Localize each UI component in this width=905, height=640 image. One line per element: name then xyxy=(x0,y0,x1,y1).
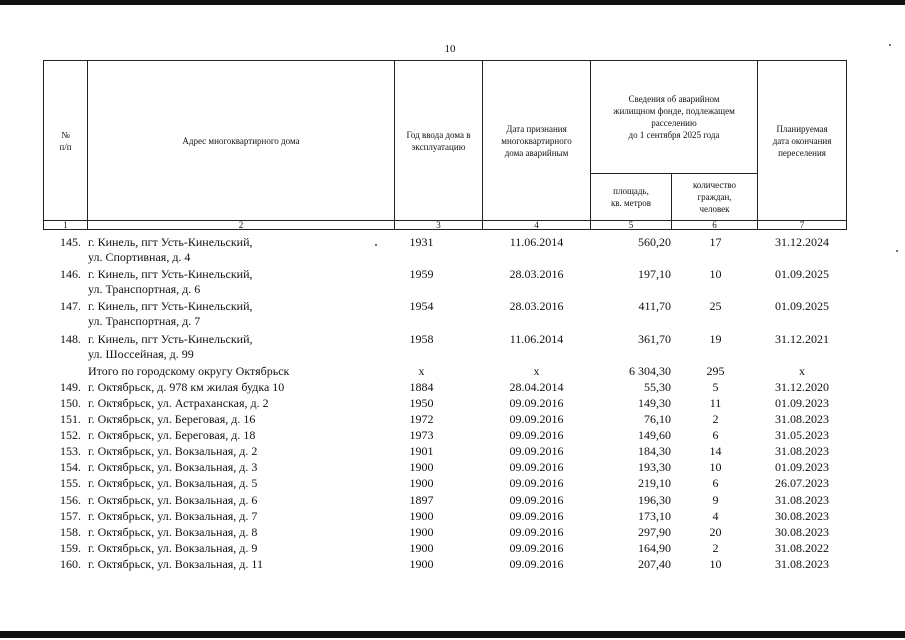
row-date: 09.09.2016 xyxy=(509,444,564,459)
row-number: 152. xyxy=(60,428,81,443)
row-area: 184,30 xyxy=(638,444,671,459)
row-year: 1900 xyxy=(409,508,434,523)
row-date: 28.03.2016 xyxy=(509,267,564,282)
row-number: 157. xyxy=(60,508,81,523)
row-address: г. Октябрьск, д. 978 км жилая будка 10 xyxy=(88,379,285,394)
header-end-date: Планируемая дата окончания переселения xyxy=(758,61,847,221)
col-number: 6 xyxy=(672,221,758,230)
row-date: 09.09.2016 xyxy=(509,540,564,555)
scan-top-border xyxy=(0,0,905,5)
row-people: 2 xyxy=(712,540,719,555)
total-year: x xyxy=(418,363,425,378)
row-area: 196,30 xyxy=(638,492,671,507)
row-end-date: 31.12.2020 xyxy=(775,379,829,394)
table-header xyxy=(43,60,847,230)
table-row xyxy=(43,267,846,299)
row-number: 148. xyxy=(60,331,81,346)
row-area: 219,10 xyxy=(638,476,671,491)
total-date: x xyxy=(533,363,540,378)
row-address: г. Октябрьск, ул. Береговая, д. 18 xyxy=(88,428,256,443)
header-info: Сведения об аварийном жилищном фонде, подлежащем расселению до 1 сентября 2025 года xyxy=(591,61,758,174)
table-row xyxy=(43,235,846,267)
row-date: 28.03.2016 xyxy=(509,299,564,314)
row-year: 1900 xyxy=(409,476,434,491)
row-number: 145. xyxy=(60,235,81,249)
row-year: 1900 xyxy=(409,556,434,571)
row-end-date: 01.09.2023 xyxy=(775,395,829,410)
row-number: 150. xyxy=(60,395,81,410)
row-people: 17 xyxy=(709,235,722,249)
row-address: г. Октябрьск, ул. Вокзальная, д. 8 xyxy=(88,524,258,539)
row-end-date: 31.08.2023 xyxy=(775,444,829,459)
row-end-date: 31.12.2021 xyxy=(775,331,829,346)
row-address: г. Октябрьск, ул. Береговая, д. 16 xyxy=(88,412,256,427)
row-address: г. Октябрьск, ул. Вокзальная, д. 6 xyxy=(88,492,258,507)
row-year: 1972 xyxy=(409,412,434,427)
row-end-date: 31.12.2024 xyxy=(775,235,829,249)
total-end-date: x xyxy=(799,363,805,378)
total-row xyxy=(43,364,846,380)
row-area: 164,90 xyxy=(638,540,671,555)
row-area: 55,30 xyxy=(644,379,671,394)
table-row xyxy=(43,380,846,396)
row-date: 09.09.2016 xyxy=(509,395,564,410)
row-year: 1954 xyxy=(409,299,434,314)
scan-speck xyxy=(896,250,898,252)
row-area: 197,10 xyxy=(638,267,671,282)
row-people: 6 xyxy=(712,428,719,443)
row-people: 20 xyxy=(709,524,722,539)
octyabrsk-rows xyxy=(43,380,846,573)
row-people: 6 xyxy=(712,476,719,491)
row-date: 09.09.2016 xyxy=(509,556,564,571)
header-area: площадь, кв. метров xyxy=(591,174,672,221)
row-number: 155. xyxy=(60,476,81,491)
row-area: 411,70 xyxy=(638,299,671,314)
scan-speck xyxy=(375,244,377,246)
row-area: 361,70 xyxy=(638,331,671,346)
row-area: 560,20 xyxy=(638,235,671,249)
header-people: количество граждан, человек xyxy=(672,174,758,221)
row-address: г. Октябрьск, ул. Вокзальная, д. 3 xyxy=(88,460,258,475)
page-number: 10 xyxy=(444,43,456,55)
row-date: 09.09.2016 xyxy=(509,460,564,475)
row-address: г. Октябрьск, ул. Вокзальная, д. 2 xyxy=(88,444,258,459)
table-row xyxy=(43,396,846,412)
table-row xyxy=(43,509,846,525)
row-address: г. Кинель, пгт Усть-Кинельский, ул. Шоссейная, д. 99 xyxy=(88,331,253,361)
row-year: 1900 xyxy=(409,524,434,539)
row-address: г. Октябрьск, ул. Вокзальная, д. 11 xyxy=(88,556,263,571)
row-number: 160. xyxy=(60,556,81,571)
total-area: 6 304,30 xyxy=(629,363,671,378)
row-date: 09.09.2016 xyxy=(509,428,564,443)
row-area: 149,30 xyxy=(638,395,671,410)
row-date: 09.09.2016 xyxy=(509,524,564,539)
header-address: Адрес многоквартирного дома xyxy=(88,61,395,221)
row-date: 11.06.2014 xyxy=(509,235,564,249)
row-address: г. Октябрьск, ул. Астраханская, д. 2 xyxy=(88,395,269,410)
row-people: 19 xyxy=(709,331,722,346)
row-number: 158. xyxy=(60,524,81,539)
row-number: 146. xyxy=(60,267,81,282)
row-end-date: 31.08.2023 xyxy=(775,412,829,427)
table-body xyxy=(43,235,846,573)
row-year: 1958 xyxy=(409,331,434,346)
row-end-date: 26.07.2023 xyxy=(775,476,829,491)
row-end-date: 01.09.2023 xyxy=(775,460,829,475)
row-people: 10 xyxy=(709,556,722,571)
row-year: 1973 xyxy=(409,428,434,443)
row-year: 1900 xyxy=(409,540,434,555)
row-year: 1901 xyxy=(409,444,434,459)
row-date: 09.09.2016 xyxy=(509,508,564,523)
row-people: 5 xyxy=(712,379,719,394)
row-year: 1950 xyxy=(409,395,434,410)
row-address: г. Кинель, пгт Усть-Кинельский, ул. Транспортная, д. 6 xyxy=(88,267,253,297)
row-end-date: 30.08.2023 xyxy=(775,524,829,539)
row-area: 297,90 xyxy=(638,524,671,539)
table-row xyxy=(43,541,846,557)
table-row xyxy=(43,460,846,476)
row-end-date: 30.08.2023 xyxy=(775,508,829,523)
row-year: 1900 xyxy=(409,460,434,475)
row-people: 4 xyxy=(712,508,719,523)
col-number: 7 xyxy=(758,221,847,230)
row-end-date: 31.08.2023 xyxy=(775,492,829,507)
row-area: 193,30 xyxy=(638,460,671,475)
row-number: 153. xyxy=(60,444,81,459)
row-number: 156. xyxy=(60,492,81,507)
header-date: Дата признания многоквартирного дома аварийным xyxy=(483,61,591,221)
table-row xyxy=(43,476,846,492)
row-area: 173,10 xyxy=(638,508,671,523)
row-number: 151. xyxy=(60,412,81,427)
table-row xyxy=(43,493,846,509)
row-date: 09.09.2016 xyxy=(509,476,564,491)
row-people: 25 xyxy=(709,299,722,314)
row-address: г. Октябрьск, ул. Вокзальная, д. 7 xyxy=(88,508,258,523)
row-date: 09.09.2016 xyxy=(509,492,564,507)
row-end-date: 31.08.2023 xyxy=(775,556,829,571)
header-num: № п/п xyxy=(44,61,88,221)
row-area: 149,60 xyxy=(638,428,671,443)
row-address: г. Октябрьск, ул. Вокзальная, д. 9 xyxy=(88,540,258,555)
row-number: 159. xyxy=(60,540,81,555)
row-end-date: 01.09.2025 xyxy=(775,267,829,282)
scan-speck xyxy=(889,44,891,46)
row-people: 9 xyxy=(712,492,719,507)
row-number: 149. xyxy=(60,379,81,394)
total-people: 295 xyxy=(706,363,725,378)
row-end-date: 31.08.2022 xyxy=(775,540,829,555)
row-year: 1884 xyxy=(409,379,434,394)
row-end-date: 31.05.2023 xyxy=(775,428,829,443)
col-number: 2 xyxy=(88,221,395,230)
row-end-date: 01.09.2025 xyxy=(775,299,829,314)
row-people: 14 xyxy=(709,444,722,459)
table-row xyxy=(43,428,846,444)
row-year: 1959 xyxy=(409,267,434,282)
row-address: г. Кинель, пгт Усть-Кинельский, ул. Транспортная, д. 7 xyxy=(88,299,253,329)
row-date: 09.09.2016 xyxy=(509,412,564,427)
table-row xyxy=(43,412,846,428)
col-number: 4 xyxy=(483,221,591,230)
col-number: 5 xyxy=(591,221,672,230)
row-address: г. Кинель, пгт Усть-Кинельский, ул. Спортивная, д. 4 xyxy=(88,235,253,264)
table-row xyxy=(43,557,846,573)
header-year: Год ввода дома в эксплуатацию xyxy=(395,61,483,221)
row-number: 147. xyxy=(60,299,81,314)
scan-bottom-border xyxy=(0,631,905,638)
row-people: 10 xyxy=(709,460,722,475)
table-row xyxy=(43,525,846,541)
total-label: Итого по городскому округу Октябрьск xyxy=(88,363,290,378)
row-people: 10 xyxy=(709,267,722,282)
row-people: 11 xyxy=(709,395,722,410)
table-row xyxy=(43,299,846,331)
row-area: 207,40 xyxy=(638,556,671,571)
row-year: 1931 xyxy=(409,235,434,249)
col-number: 1 xyxy=(44,221,88,230)
col-number: 3 xyxy=(395,221,483,230)
row-people: 2 xyxy=(712,412,719,427)
row-address: г. Октябрьск, ул. Вокзальная, д. 5 xyxy=(88,476,258,491)
row-date: 28.04.2014 xyxy=(509,379,564,394)
row-number: 154. xyxy=(60,460,81,475)
table-row xyxy=(43,332,846,364)
row-date: 11.06.2014 xyxy=(509,331,564,346)
table-row xyxy=(43,444,846,460)
row-year: 1897 xyxy=(409,492,434,507)
row-area: 76,10 xyxy=(644,412,671,427)
